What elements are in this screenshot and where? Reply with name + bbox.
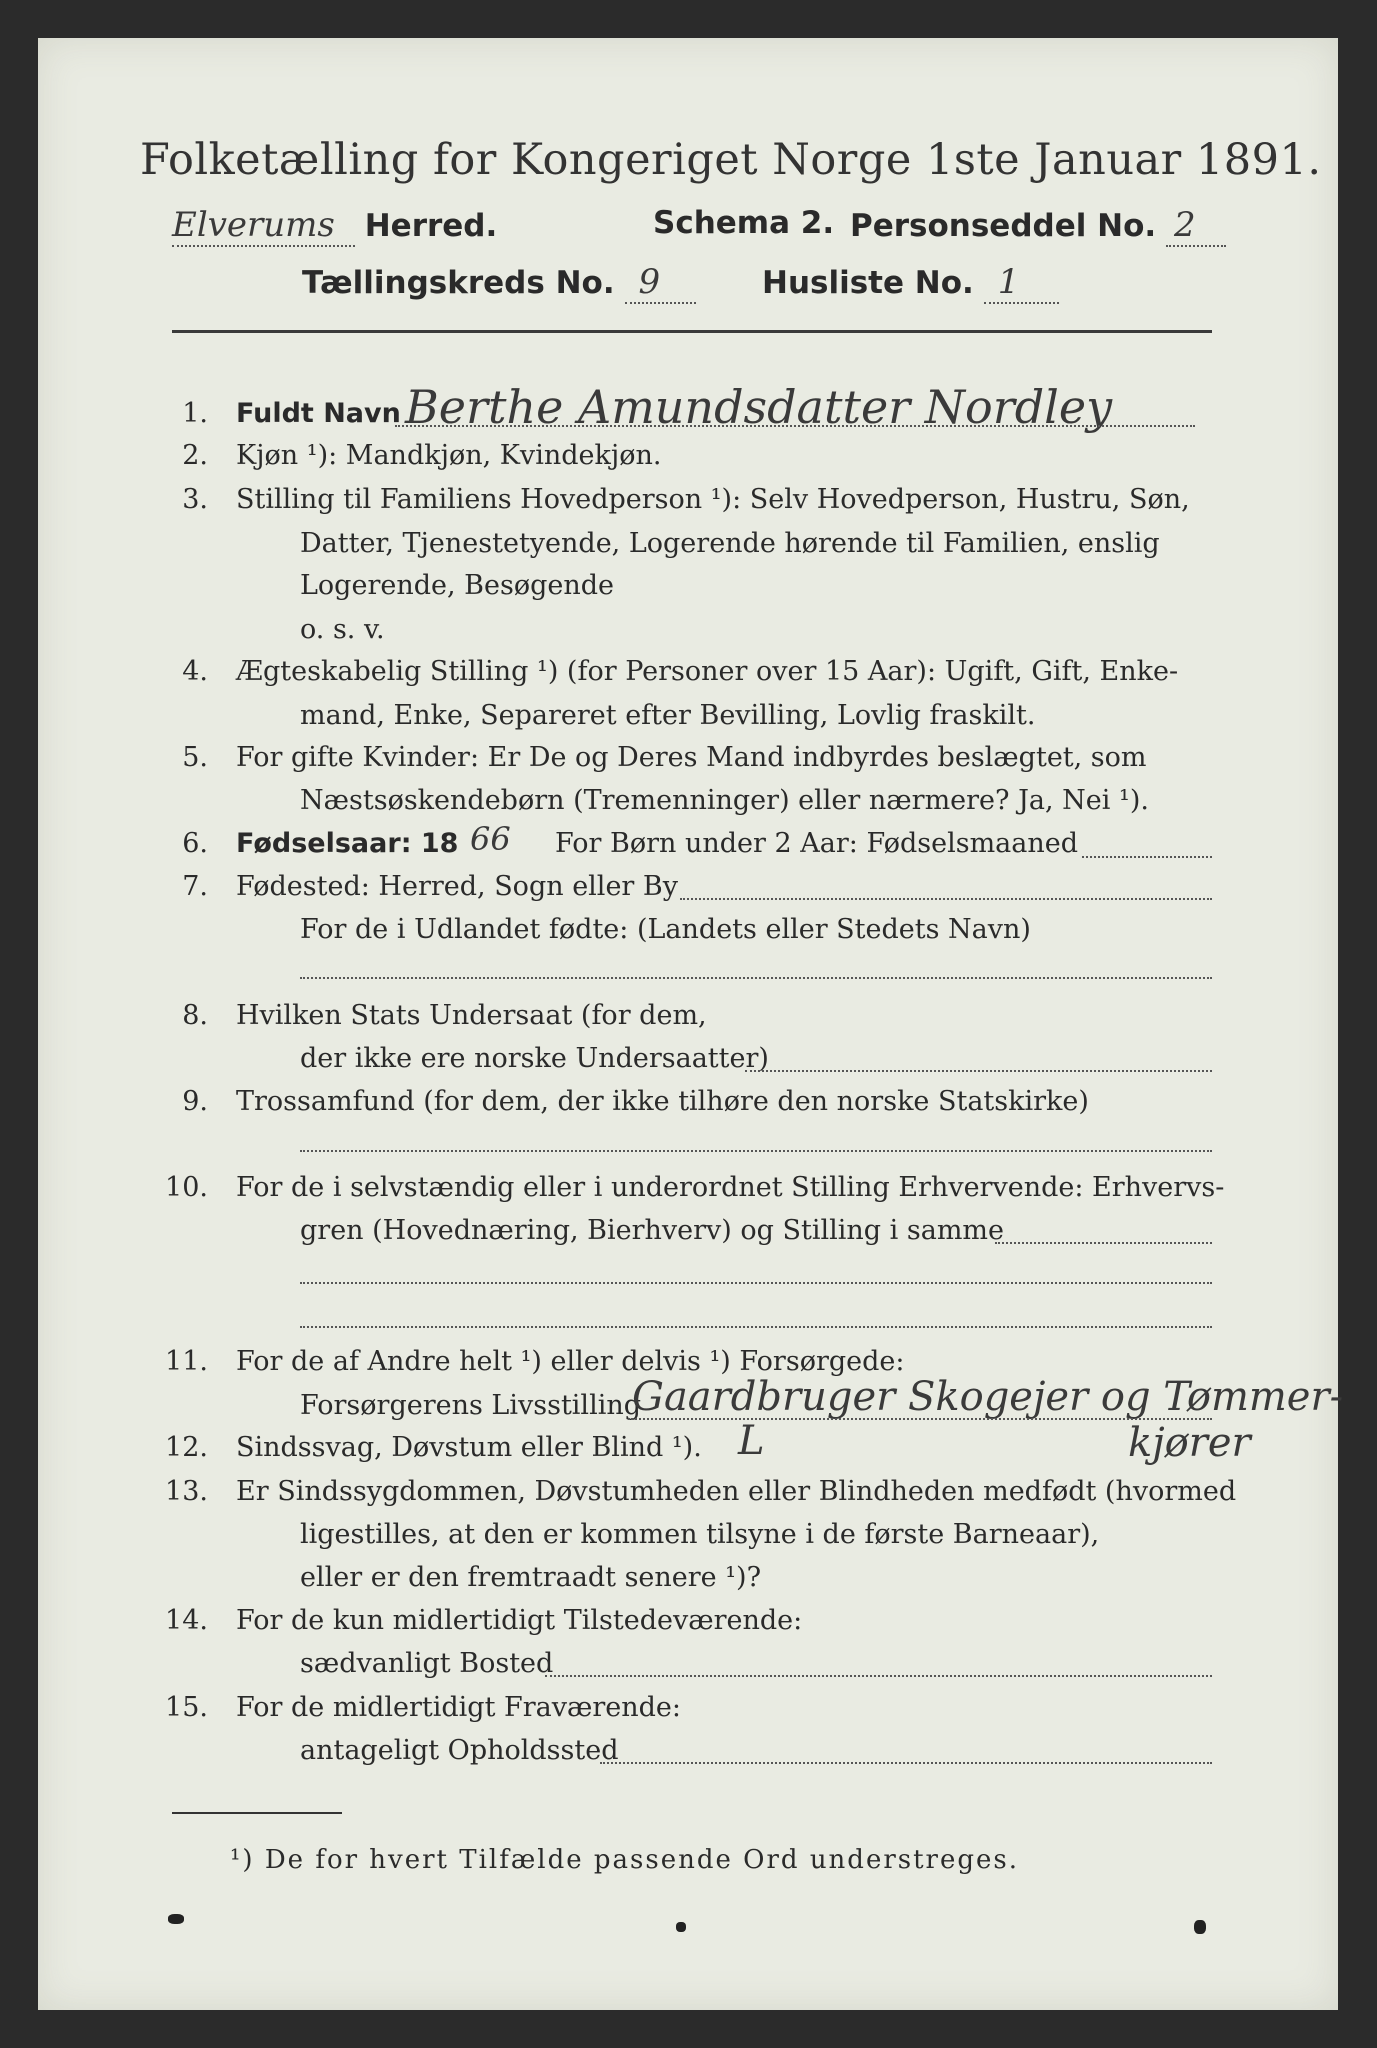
- q3-line-1: Stilling til Familiens Hovedperson ¹): Selv Hovedperson, Hustru, Søn,: [236, 484, 1190, 515]
- q3-line-2: Datter, Tjenestetyende, Logerende hørende til Familien, enslig: [300, 528, 1160, 559]
- ink-mark-center: [676, 1922, 686, 1932]
- q8-line-2: der ikke ere norske Undersaatter): [300, 1043, 769, 1074]
- herred-row: [172, 205, 497, 247]
- herred-label: Herred.: [364, 208, 498, 244]
- q8-fill-line: [745, 1070, 1212, 1072]
- q8-line-1: Hvilken Stats Undersaat (for dem,: [236, 1000, 707, 1031]
- q10-number: 10.: [165, 1172, 208, 1203]
- schema-label: Schema 2.: [653, 205, 835, 241]
- q9-fill-line: [300, 1150, 1212, 1152]
- q15-fill-line: [600, 1762, 1212, 1764]
- q5-line-1: For gifte Kvinder: Er De og Deres Mand indbyrdes beslægtet, som: [236, 742, 1147, 773]
- q10-fill-line-2: [300, 1282, 1212, 1284]
- q4-line-1: Ægteskabelig Stilling ¹) (for Personer over 15 Aar): Ugift, Gift, Enke-: [236, 656, 1179, 687]
- q7-number: 7.: [182, 871, 208, 902]
- q2-number: 2.: [182, 440, 208, 471]
- q10-line-2: gren (Hovednæring, Bierhverv) og Stilling i samme: [300, 1215, 1005, 1246]
- footnote: ¹) De for hvert Tilfælde passende Ord understreges.: [230, 1845, 1020, 1875]
- form-title: Folketælling for Kongeriget Norge 1ste Januar 1891.: [140, 135, 1322, 185]
- q11-answer-continuation: kjører: [1128, 1420, 1251, 1466]
- q3-line-4: o. s. v.: [300, 614, 385, 645]
- q13-number: 13.: [165, 1476, 208, 1507]
- q13-line-1: Er Sindssygdommen, Døvstumheden eller Blindheden medfødt (hvormed: [236, 1476, 1237, 1507]
- q9-number: 9.: [182, 1086, 208, 1117]
- q14-line-2: sædvanligt Bosted: [300, 1648, 554, 1679]
- q1-label: Fuldt Navn: [236, 398, 401, 429]
- kreds-number: 9: [625, 262, 697, 304]
- q3-line-3: Logerende, Besøgende: [300, 570, 614, 601]
- q8-number: 8.: [182, 1000, 208, 1031]
- q2-text: Kjøn ¹): Mandkjøn, Kvindekjøn.: [236, 440, 662, 471]
- q10-fill-line-3: [300, 1326, 1212, 1328]
- q14-number: 14.: [165, 1605, 208, 1636]
- q10-fill-line-1: [995, 1242, 1212, 1244]
- q7-fill-line-2: [300, 977, 1212, 979]
- husliste-number: 1: [984, 262, 1060, 304]
- q15-number: 15.: [165, 1692, 208, 1723]
- ink-mark-right: [1194, 1920, 1206, 1934]
- q14-fill-line: [545, 1675, 1212, 1677]
- q7-line-1: Fødested: Herred, Sogn eller By: [236, 871, 679, 902]
- q13-line-2: ligestilles, at den er kommen tilsyne i de første Barneaar),: [300, 1519, 1100, 1550]
- personseddel-label: Personseddel No.: [850, 208, 1157, 244]
- q12-answer-mark: L: [738, 1418, 765, 1464]
- q5-line-2: Næstsøskendebørn (Tremenninger) eller nærmere? Ja, Nei ¹).: [300, 785, 1149, 816]
- q6-fodselsaar-label: Fødselsaar: 18: [236, 828, 459, 859]
- q14-line-1: For de kun midlertidigt Tilstedeværende:: [236, 1605, 803, 1636]
- footnote-rule: [172, 1812, 342, 1814]
- kreds-label: Tællingskreds No.: [302, 265, 615, 301]
- husliste-row: [762, 262, 1059, 304]
- q12-text: Sindssvag, Døvstum eller Blind ¹).: [236, 1432, 702, 1463]
- personseddel-number: 2: [1166, 205, 1226, 247]
- q7-line-2: For de i Udlandet fødte: (Landets eller Stedets Navn): [300, 914, 1031, 945]
- q6-number: 6.: [182, 828, 208, 859]
- q6-fill-line: [1082, 856, 1212, 858]
- q10-line-1: For de i selvstændig eller i underordnet Stilling Erhvervende: Erhvervs-: [236, 1172, 1225, 1203]
- ink-mark-left: [168, 1914, 184, 1924]
- q1-number: 1.: [182, 398, 208, 429]
- q15-line-2: antageligt Opholdssted: [300, 1735, 619, 1766]
- q15-line-1: For de midlertidigt Fraværende:: [236, 1692, 682, 1723]
- q3-number: 3.: [182, 484, 208, 515]
- q5-number: 5.: [182, 742, 208, 773]
- personseddel-row: [850, 205, 1226, 247]
- q13-line-3: eller er den fremtraadt senere ¹)?: [300, 1562, 762, 1593]
- q11-answer-livsstilling: Gaardbruger Skogejer og Tømmer-: [632, 1374, 1344, 1420]
- q6-fodselsmaaned-label: For Børn under 2 Aar: Fødselsmaaned: [555, 828, 1079, 859]
- q4-line-2: mand, Enke, Separeret efter Bevilling, Lovlig fraskilt.: [300, 700, 1036, 731]
- q11-number: 11.: [165, 1346, 208, 1377]
- husliste-label: Husliste No.: [762, 265, 974, 301]
- q1-answer-name: Berthe Amundsdatter Nordley: [405, 380, 1113, 434]
- q11-line-2: Forsørgerens Livsstilling: [300, 1390, 642, 1421]
- q9-text: Trossamfund (for dem, der ikke tilhøre den norske Statskirke): [236, 1086, 1089, 1117]
- q12-number: 12.: [165, 1432, 208, 1463]
- q4-number: 4.: [182, 656, 208, 687]
- q11-fill-line: [628, 1418, 1212, 1420]
- herred-name: Elverums: [172, 205, 355, 247]
- q1-fill-line: [395, 425, 1195, 427]
- header-rule: [172, 330, 1212, 333]
- kreds-row: [302, 262, 696, 304]
- q7-fill-line-1: [680, 898, 1212, 900]
- q11-line-1: For de af Andre helt ¹) eller delvis ¹) Forsørgede:: [236, 1346, 905, 1377]
- q6-answer-year: 66: [470, 820, 511, 858]
